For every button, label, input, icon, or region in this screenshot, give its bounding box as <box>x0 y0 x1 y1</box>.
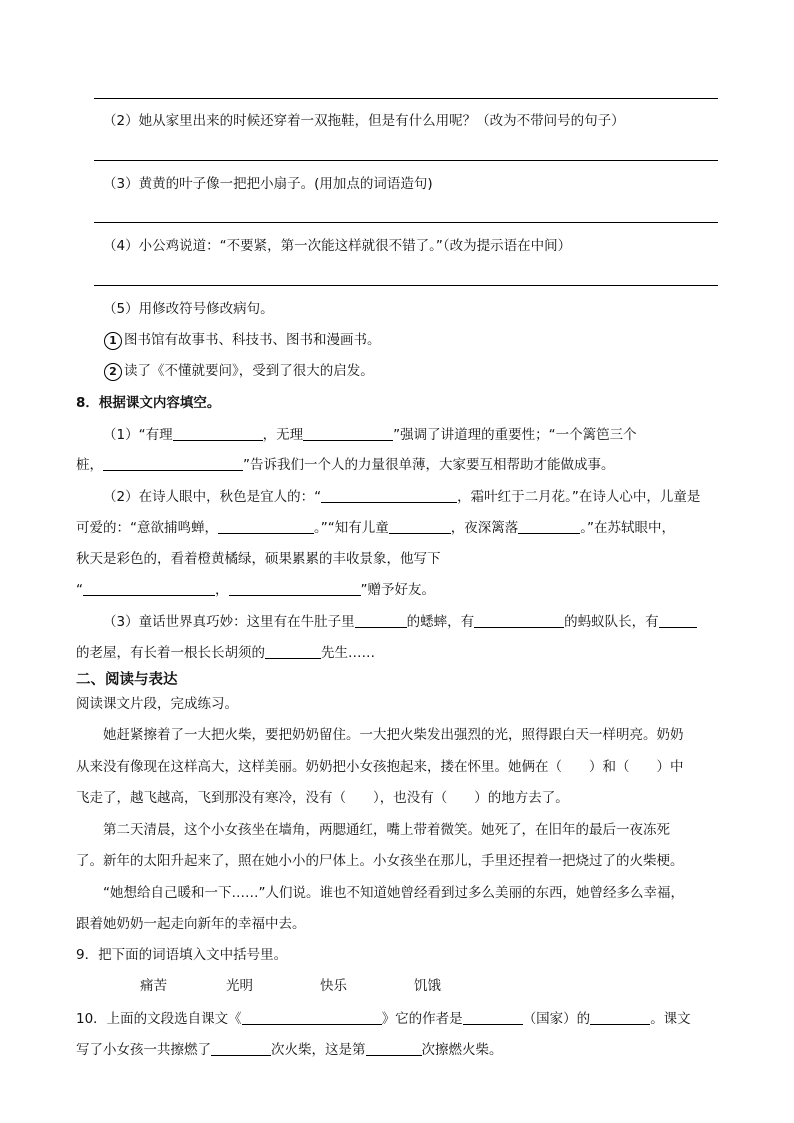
fill-blank[interactable] <box>321 488 457 503</box>
q8-p1-text: 桩， <box>76 457 103 473</box>
answer-line[interactable] <box>94 222 718 223</box>
q8-p1-line2 <box>76 455 615 475</box>
q8-p2-text: ，夜深篱落 <box>450 520 519 536</box>
q8-p1-text: （1）“有理 <box>103 427 173 443</box>
word-item: 快乐 <box>320 978 347 994</box>
q10-line1 <box>76 1009 691 1029</box>
fill-blank[interactable] <box>173 426 263 441</box>
section-intro: 阅读课文片段，完成练习。 <box>76 696 238 712</box>
q8-p2-text: （2）在诗人眼中，秋色是宜人的：“ <box>103 489 322 505</box>
fill-blank[interactable] <box>83 581 215 596</box>
q8-p2-line3: 秋天是彩色的，看着橙黄橘绿，硕果累累的丰收景象，他写下 <box>76 551 441 567</box>
circled-number-2: 2 <box>104 363 122 381</box>
passage-line: 第二天清晨，这个小女孩坐在墙角，两腮通红，嘴上带着微笑。她死了，在旧年的最后一夜冻死 <box>103 822 670 838</box>
q10-text: （国家）的 <box>522 1011 591 1027</box>
fill-blank[interactable] <box>590 1010 650 1025</box>
q8-p1-line1 <box>103 425 637 445</box>
passage-line: 从来没有像现在这样高大，这样美丽。奶奶把小女孩抱起来，搂在怀里。她俩在（ ）和（ ）中 <box>76 759 684 775</box>
q8-p2-text: 可爱的：“意欲捕鸣蝉， <box>76 520 218 536</box>
q8-p3-line1 <box>103 612 697 632</box>
fill-blank[interactable] <box>659 613 697 628</box>
q9-title: 9．把下面的词语填入文中括号里。 <box>76 947 288 963</box>
q8-p2-text: ， <box>215 582 229 598</box>
q7-sentence-5: （5）用修改符号修改病句。 <box>103 301 274 317</box>
q10-text: 》它的作者是 <box>381 1011 463 1027</box>
q7-item-1 <box>104 330 381 350</box>
section-heading: 二、阅读与表达 <box>76 672 178 688</box>
passage-line: “她想给自己暖和一下……”人们说。谁也不知道她曾经看到过多么美丽的东西，她曾经多么幸福， <box>103 885 684 901</box>
fill-blank[interactable] <box>242 1010 382 1025</box>
q8-title: 8．根据课文内容填空。 <box>76 395 221 411</box>
q10-text: 次火柴，这是第 <box>271 1042 366 1058</box>
q10-text: 。课文 <box>650 1011 691 1027</box>
fill-blank[interactable] <box>218 519 314 534</box>
q8-p2-text: 。”“知有儿童 <box>314 520 389 536</box>
fill-blank[interactable] <box>366 1041 422 1056</box>
passage-line: 飞走了，越飞越高，飞到那没有寒冷，没有（ ），也没有（ ）的地方去了。 <box>76 790 569 806</box>
circled-number-1: 1 <box>104 332 122 350</box>
q8-p3-text: 的蟋蟀，有 <box>406 614 475 630</box>
q8-p2-line4 <box>76 580 435 600</box>
q8-p3-text: 的老屋，有长着一根长长胡须的 <box>76 645 265 661</box>
word-item: 痛苦 <box>140 978 167 994</box>
passage-line: 跟着她奶奶一起走向新年的幸福中去。 <box>76 916 306 932</box>
q8-p3-text: （3）童话世界真巧妙：这里有在牛肚子里 <box>103 614 355 630</box>
q7-sentence-4: （4）小公鸡说道：“不要紧，第一次能这样就很不错了。”（改为提示语在中间） <box>103 238 572 254</box>
q8-p3-text: 的蚂蚁队长，有 <box>564 614 659 630</box>
q10-text: 次擦燃火柴。 <box>421 1042 503 1058</box>
answer-line[interactable] <box>94 285 718 286</box>
q8-p2-text: ，霜叶红于二月花。”在诗人心中，儿童是 <box>457 489 701 505</box>
word-item: 光明 <box>226 978 253 994</box>
q8-p2-line2 <box>76 518 675 538</box>
fill-blank[interactable] <box>303 426 393 441</box>
q10-line2 <box>76 1040 503 1060</box>
q8-p2-line1 <box>103 487 700 507</box>
q7-sentence-2: （2）她从家里出来的时候还穿着一双拖鞋，但是有什么用呢？（改为不带问号的句子） <box>103 113 625 129</box>
word-item: 饥饿 <box>414 978 441 994</box>
fill-blank[interactable] <box>103 456 243 471</box>
fill-blank[interactable] <box>265 644 321 659</box>
fill-blank[interactable] <box>474 613 564 628</box>
passage-line: 她赶紧擦着了一大把火柴，要把奶奶留住。一大把火柴发出强烈的光，照得跟白天一样明亮。奶奶 <box>103 727 684 743</box>
q7-item-2-text: 读了《不懂就要问》，受到了很大的启发。 <box>124 363 374 379</box>
answer-line[interactable] <box>94 98 718 99</box>
q7-item-2 <box>104 361 374 381</box>
q8-p1-text: ，无理 <box>262 427 304 443</box>
fill-blank[interactable] <box>463 1010 523 1025</box>
q8-p1-text: ”强调了讲道理的重要性；“一个篱笆三个 <box>393 427 637 443</box>
fill-blank[interactable] <box>389 519 451 534</box>
passage-line: 了。新年的太阳升起来了，照在她小小的尸体上。小女孩坐在那儿，手里还捏着一把烧过了的火柴梗。 <box>76 853 684 869</box>
fill-blank[interactable] <box>518 519 580 534</box>
q8-p2-text: 。”在苏轼眼中， <box>580 520 675 536</box>
q10-text: 写了小女孩一共擦燃了 <box>76 1042 211 1058</box>
fill-blank[interactable] <box>211 1041 271 1056</box>
q8-p3-line2 <box>76 643 375 663</box>
q8-p2-text: “ <box>76 582 83 598</box>
q7-item-1-text: 图书馆有故事书、科技书、图书和漫画书。 <box>124 332 381 348</box>
fill-blank[interactable] <box>229 581 361 596</box>
fill-blank[interactable] <box>355 613 407 628</box>
answer-line[interactable] <box>94 160 718 161</box>
q10-text: 10．上面的文段选自课文《 <box>76 1011 242 1027</box>
q8-p2-text: ”赠予好友。 <box>360 582 435 598</box>
q8-p3-text: 先生…… <box>321 645 375 661</box>
q8-p1-text: ”告诉我们一个人的力量很单薄，大家要互相帮助才能做成事。 <box>243 457 615 473</box>
q7-sentence-3: （3）黄黄的叶子像一把把小扇子。(用加点的词语造句) <box>103 176 433 192</box>
